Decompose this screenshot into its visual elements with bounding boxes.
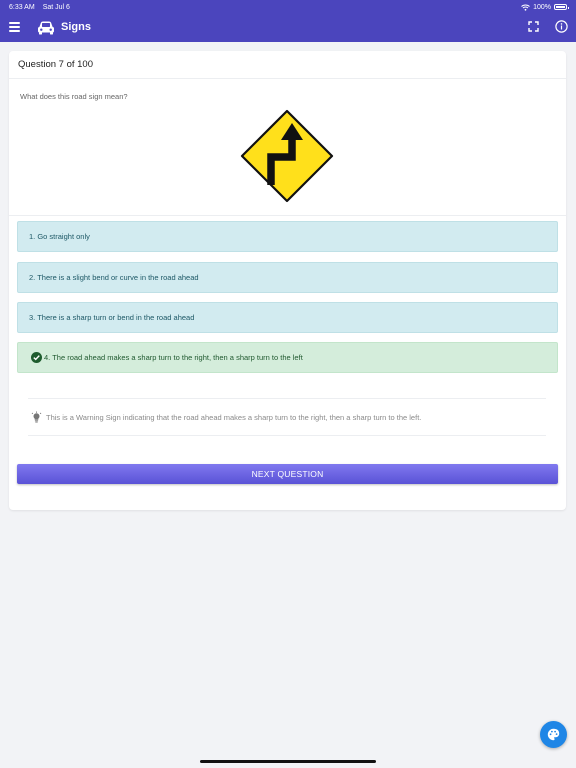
answer-option-label: 1. Go straight only xyxy=(29,232,90,241)
lightbulb-icon xyxy=(31,411,42,423)
answer-option-label: 4. The road ahead makes a sharp turn to the right, then a sharp turn to the left xyxy=(44,353,303,362)
app-header xyxy=(0,14,576,42)
palette-icon xyxy=(547,728,560,741)
info-icon[interactable] xyxy=(555,20,568,33)
check-circle-icon xyxy=(31,352,42,363)
home-indicator xyxy=(200,760,376,763)
answer-option-label: 2. There is a slight bend or curve in the road ahead xyxy=(29,273,199,282)
divider xyxy=(9,215,566,216)
status-bar xyxy=(0,0,576,14)
answer-option-1[interactable] xyxy=(17,221,558,252)
question-card xyxy=(9,51,566,510)
fullscreen-icon[interactable] xyxy=(528,21,539,32)
status-date: Sat Jul 6 xyxy=(42,3,70,11)
theme-fab-button[interactable] xyxy=(540,721,567,748)
explanation-text: This is a Warning Sign indicating that the road ahead makes a sharp turn to the right, then a sharp turn to the left. xyxy=(46,412,422,422)
explanation xyxy=(31,411,421,423)
battery-icon xyxy=(554,4,567,10)
right-reverse-turn-sign-icon xyxy=(240,109,334,203)
battery-percent: 100% xyxy=(533,3,551,11)
app-title: Signs xyxy=(61,21,91,33)
question-text: What does this road sign mean? xyxy=(20,92,128,101)
answer-option-2[interactable] xyxy=(17,262,558,293)
question-counter: Question 7 of 100 xyxy=(9,51,566,79)
answer-option-label: 3. There is a sharp turn or bend in the road ahead xyxy=(29,313,195,322)
status-time: 6:33 AM xyxy=(9,3,35,11)
divider xyxy=(28,398,546,399)
answer-option-3[interactable] xyxy=(17,302,558,333)
next-question-button[interactable]: NEXT QUESTION xyxy=(17,464,558,484)
wifi-icon xyxy=(521,4,530,11)
hamburger-icon[interactable] xyxy=(9,22,20,32)
road-sign-image xyxy=(240,109,334,203)
divider xyxy=(28,435,546,436)
car-icon xyxy=(36,17,56,37)
answer-option-4-correct[interactable] xyxy=(17,342,558,373)
